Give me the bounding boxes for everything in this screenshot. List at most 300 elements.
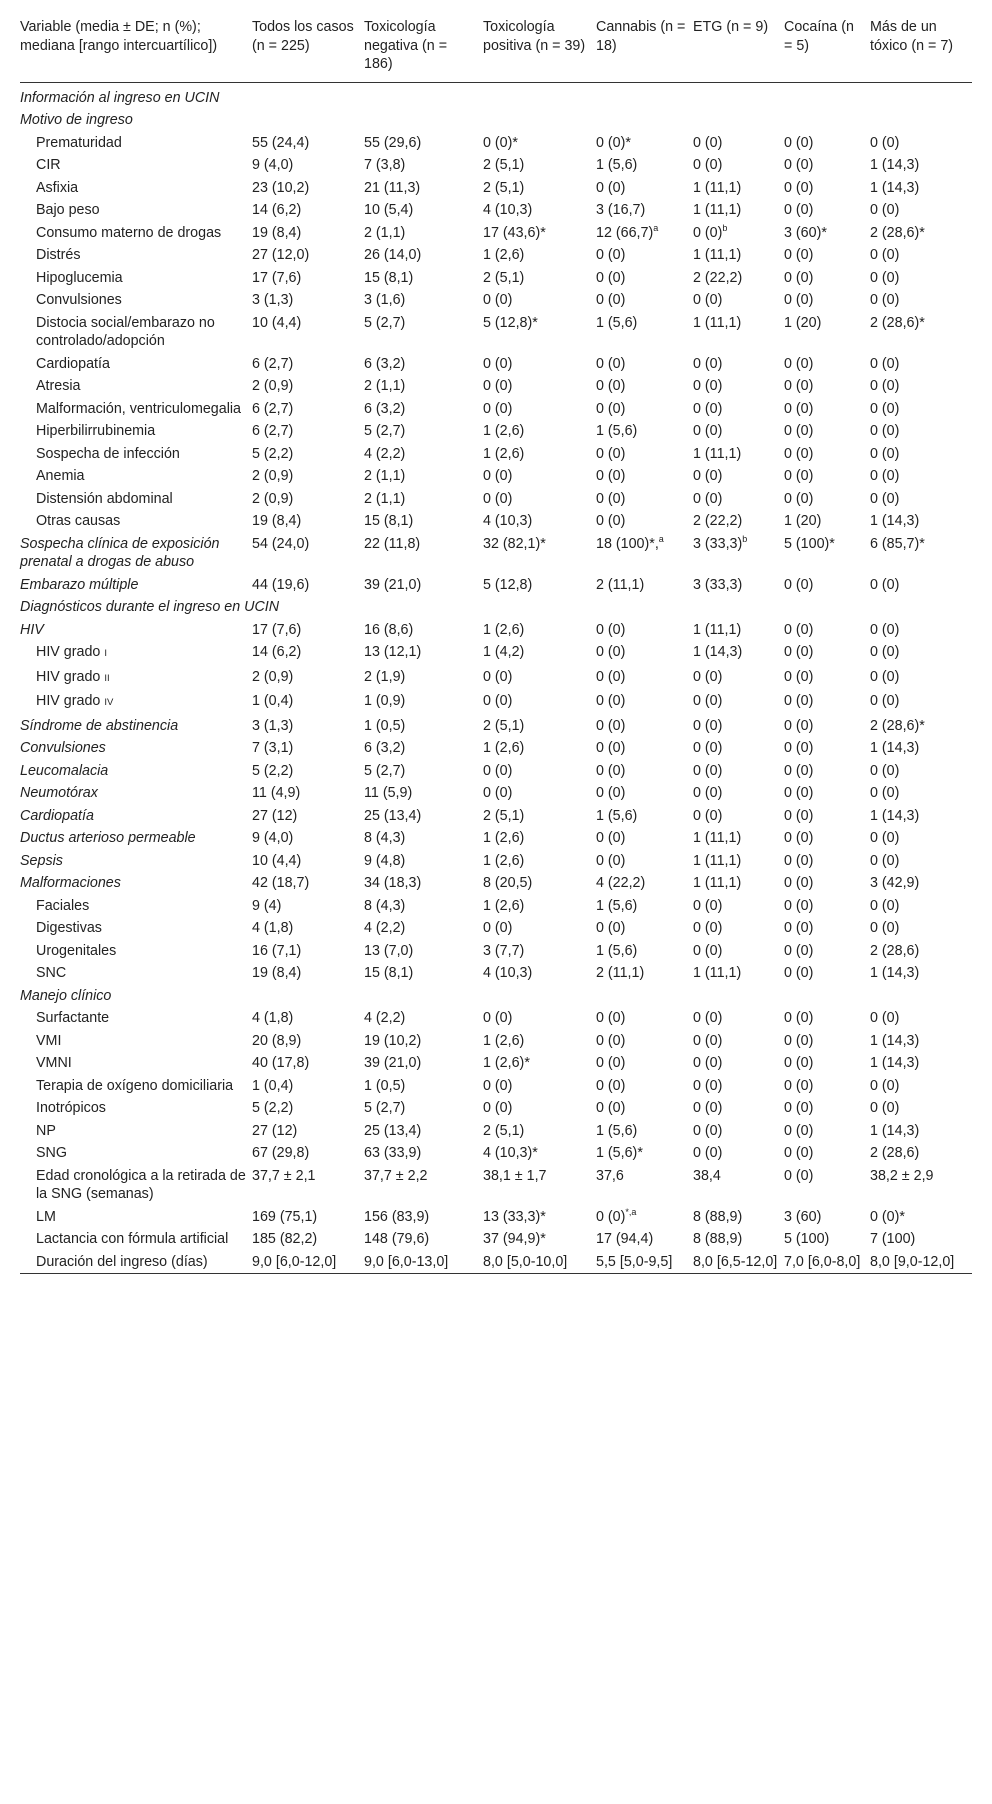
table-cell: 0 (0) bbox=[784, 1055, 814, 1071]
table-cell: 1 (20) bbox=[784, 314, 822, 331]
table-cell: 23 (10,2) bbox=[252, 179, 310, 196]
table-row bbox=[20, 533, 972, 574]
table-cell: 2 (28,6)* bbox=[870, 224, 925, 241]
row-label: Otras causas bbox=[36, 513, 121, 529]
table-cell: 10 (4,4) bbox=[252, 314, 302, 331]
table-cell: 17 (94,4) bbox=[596, 1231, 654, 1247]
table-cell: 1 (2,6) bbox=[483, 247, 525, 263]
grade-numeral: I bbox=[104, 648, 107, 659]
table-row bbox=[20, 199, 972, 222]
table-cell: 19 (8,4) bbox=[252, 513, 302, 529]
table-cell: 5 (2,7) bbox=[364, 1100, 406, 1116]
table-cell: 0 (0) bbox=[483, 668, 513, 685]
table-cell: 2 (28,6) bbox=[870, 1145, 920, 1161]
table-cell: 13 (7,0) bbox=[364, 942, 414, 959]
table-header bbox=[20, 18, 972, 82]
footnote-mark: a bbox=[658, 533, 664, 544]
section-title: Información al ingreso en UCIN bbox=[20, 89, 220, 106]
table-cell: 1 (11,1) bbox=[693, 202, 742, 218]
row-label: HIV bbox=[20, 621, 44, 638]
row-label: Faciales bbox=[36, 897, 90, 914]
row-label: Malformación, ventriculomegalia bbox=[36, 400, 242, 417]
table-cell: 1 (11,1) bbox=[693, 314, 742, 331]
table-cell: 27 (12) bbox=[252, 807, 298, 824]
table-cell: 0 (0) bbox=[784, 830, 814, 846]
table-cell: 0 (0) bbox=[784, 621, 814, 638]
table-row bbox=[20, 827, 972, 850]
table-cell: 0 (0) bbox=[693, 1100, 723, 1116]
table-cell: 1 (14,3) bbox=[870, 157, 920, 173]
table-cell: 0 (0) bbox=[784, 134, 814, 151]
section-title: Diagnósticos durante el ingreso en UCIN bbox=[20, 599, 280, 615]
table-cell: 0 (0) bbox=[483, 490, 513, 507]
table-cell: 1 (5,6) bbox=[596, 1122, 638, 1139]
table-cell: 3 (33,3) bbox=[693, 576, 743, 593]
table-cell: 27 (12,0) bbox=[252, 247, 310, 263]
table-cell: 3 (1,3) bbox=[252, 292, 294, 308]
row-label: HIV grado IV bbox=[36, 693, 114, 709]
table-cell: 13 (33,3)* bbox=[483, 1208, 546, 1225]
table-row bbox=[20, 267, 972, 290]
table-cell: 0 (0) bbox=[784, 807, 814, 824]
table-cell: 7,0 [6,0-8,0] bbox=[784, 1253, 861, 1270]
table-cell: 1 (5,6) bbox=[596, 423, 638, 439]
table-cell: 0 (0) bbox=[596, 644, 626, 660]
table-row bbox=[20, 1007, 972, 1030]
table-cell: 0 (0) bbox=[596, 920, 626, 936]
table-cell: 0 (0) bbox=[693, 400, 723, 417]
table-cell: 8 (4,3) bbox=[364, 897, 406, 914]
table-cell: 2 (5,1) bbox=[483, 1122, 525, 1139]
table-cell: 0 (0) bbox=[784, 668, 814, 685]
table-row bbox=[20, 895, 972, 918]
table-cell: 1 (0,4) bbox=[252, 693, 294, 709]
table-cell: 0 (0) bbox=[870, 355, 900, 372]
table-row bbox=[20, 488, 972, 511]
table-cell: 0 (0) bbox=[596, 1032, 626, 1049]
table-row bbox=[20, 805, 972, 828]
row-label: Prematuridad bbox=[36, 134, 122, 151]
table-cell: 1 (5,6) bbox=[596, 942, 638, 959]
section-title: Motivo de ingreso bbox=[20, 112, 133, 128]
table-cell: 37,7 ± 2,1 bbox=[252, 1167, 316, 1184]
table-row bbox=[20, 1206, 972, 1229]
table-cell: 0 (0) bbox=[483, 292, 513, 308]
table-row bbox=[20, 715, 972, 738]
table-cell: 4 (2,2) bbox=[364, 445, 406, 462]
table-row bbox=[20, 1030, 972, 1053]
table-cell: 16 (8,6) bbox=[364, 621, 414, 638]
table-cell: 2 (22,2) bbox=[693, 269, 743, 286]
table-cell: 9,0 [6,0-13,0] bbox=[364, 1253, 449, 1270]
table-cell: 0 (0) bbox=[596, 179, 626, 196]
table-cell: 1 (2,6) bbox=[483, 1032, 525, 1049]
table-row bbox=[20, 132, 972, 155]
table-cell: 0 (0) bbox=[784, 1010, 814, 1026]
section-row bbox=[20, 596, 972, 619]
table-cell: 37,6 bbox=[596, 1167, 624, 1184]
table-cell: 0 (0) bbox=[784, 897, 814, 914]
table-cell: 1 (11,1) bbox=[693, 875, 742, 891]
table-cell: 1 (2,6) bbox=[483, 852, 525, 869]
table-cell: 1 (14,3) bbox=[870, 807, 920, 824]
table-cell: 0 (0) bbox=[693, 920, 723, 936]
table-cell: 17 (7,6) bbox=[252, 269, 302, 286]
table-cell: 1 (14,3) bbox=[870, 1032, 920, 1049]
header-positive: Toxicología positiva (n = 39) bbox=[483, 19, 586, 54]
table-cell: 0 (0) bbox=[784, 1032, 814, 1049]
table-cell: 4 (10,3)* bbox=[483, 1145, 538, 1161]
table-cell: 10 (5,4) bbox=[364, 202, 414, 218]
table-cell: 0 (0) bbox=[784, 785, 814, 801]
row-label: Hiperbilirrubinemia bbox=[36, 423, 156, 439]
table-row bbox=[20, 872, 972, 895]
table-cell: 0 (0) bbox=[693, 490, 723, 507]
table-cell: 1 (2,6) bbox=[483, 897, 525, 914]
table-row bbox=[20, 1228, 972, 1251]
table-cell: 0 (0) bbox=[784, 157, 814, 173]
row-label: VMI bbox=[36, 1032, 62, 1049]
table-cell: 0 (0) bbox=[870, 693, 900, 709]
row-label: Malformaciones bbox=[20, 875, 121, 891]
table-cell: 0 (0) bbox=[596, 668, 626, 685]
table-cell: 2 (28,6) bbox=[870, 942, 920, 959]
table-cell: 0 (0) bbox=[483, 920, 513, 936]
row-label: Distocia social/embarazo no controlado/adopción bbox=[36, 314, 215, 349]
table-cell: 3 (1,6) bbox=[364, 292, 406, 308]
table-cell: 0 $(0)^{*,a}$ bbox=[596, 1206, 637, 1225]
table-cell: 1 (2,6) bbox=[483, 740, 525, 756]
row-label: HIV grado II bbox=[36, 668, 110, 685]
table-cell: 55 (29,6) bbox=[364, 134, 422, 151]
table-row bbox=[20, 177, 972, 200]
table-row bbox=[20, 1052, 972, 1075]
row-label: VMNI bbox=[36, 1055, 72, 1071]
table-cell: 0 (0)* bbox=[596, 134, 631, 151]
table-cell: 2 (22,2) bbox=[693, 513, 743, 529]
table-cell: 10 (4,4) bbox=[252, 852, 302, 869]
table-cell: 0 (0) bbox=[596, 355, 626, 372]
table-cell: 3 (16,7) bbox=[596, 202, 646, 218]
table-cell: 1 (5,6) bbox=[596, 897, 638, 914]
table-cell: 0 (0) bbox=[870, 400, 900, 417]
row-label: Cardiopatía bbox=[20, 807, 94, 824]
table-cell: 0 (0) bbox=[693, 1010, 723, 1026]
table-cell: 0 (0) bbox=[784, 1167, 814, 1184]
row-label: Anemia bbox=[36, 468, 85, 484]
table-row bbox=[20, 289, 972, 312]
table-cell: 0 (0) bbox=[596, 1010, 626, 1026]
table-cell: 0 (0) bbox=[483, 693, 513, 709]
footnote-mark: a bbox=[653, 222, 659, 233]
table-cell: 0 (0) bbox=[784, 852, 814, 869]
table-cell: 148 (79,6) bbox=[364, 1231, 430, 1247]
row-label: Sospecha de infección bbox=[36, 445, 180, 462]
table-cell: 14 (6,2) bbox=[252, 202, 302, 218]
table-cell: 0 (0)* bbox=[870, 1208, 905, 1225]
table-cell: 0 (0) bbox=[483, 468, 513, 484]
row-label: Sospecha clínica de exposición prenatal a drogas de abuso bbox=[20, 535, 220, 570]
row-label: Leucomalacia bbox=[20, 762, 109, 779]
table-cell: 5 (2,7) bbox=[364, 314, 406, 331]
table-cell: 0 (0) bbox=[693, 897, 723, 914]
table-cell: 0 (0) bbox=[483, 400, 513, 417]
table-row bbox=[20, 510, 972, 533]
table-cell: 0 (0) bbox=[596, 717, 626, 734]
table-cell: 67 (29,8) bbox=[252, 1145, 310, 1161]
table-cell: 0 (0) bbox=[870, 490, 900, 507]
table-cell: 54 (24,0) bbox=[252, 535, 310, 552]
table-cell: 0 (0) bbox=[693, 134, 723, 151]
table-cell: 0 (0) bbox=[870, 202, 900, 218]
footnote-mark: b bbox=[722, 222, 728, 233]
table-cell: 0 (0) bbox=[693, 740, 723, 756]
table-row bbox=[20, 398, 972, 421]
table-cell: 14 (6,2) bbox=[252, 644, 302, 660]
table-cell: 0 (0) bbox=[483, 785, 513, 801]
table-row bbox=[20, 465, 972, 488]
table-cell: 34 (18,3) bbox=[364, 875, 422, 891]
row-label: Convulsiones bbox=[36, 292, 122, 308]
table-cell: 37,7 ± 2,2 bbox=[364, 1167, 428, 1184]
table-cell: 0 (0) bbox=[784, 920, 814, 936]
row-label: Convulsiones bbox=[20, 740, 106, 756]
table-cell: 0 (0) bbox=[693, 355, 723, 372]
table-cell: 13 (12,1) bbox=[364, 644, 422, 660]
footnote-mark: b bbox=[742, 533, 748, 544]
table-cell: 3 (60) bbox=[784, 1208, 822, 1225]
table-cell: 2 (11,1) bbox=[596, 965, 645, 981]
table-cell: 0 (0) bbox=[596, 378, 626, 394]
table-row bbox=[20, 443, 972, 466]
row-label: Urogenitales bbox=[36, 942, 117, 959]
table-cell: 0 (0) bbox=[596, 1055, 626, 1071]
table-cell: 6 (2,7) bbox=[252, 355, 294, 372]
table-cell: 6 (2,7) bbox=[252, 400, 294, 417]
table-cell: 0 (0) bbox=[870, 920, 900, 936]
table-cell: 5,5 [5,0-9,5] bbox=[596, 1253, 673, 1270]
table-cell: 0 (0) bbox=[784, 400, 814, 417]
table-cell: 169 (75,1) bbox=[252, 1208, 318, 1225]
table-cell: 0 (0) bbox=[483, 1077, 513, 1094]
table-cell: 0 (0) bbox=[784, 875, 814, 891]
table-cell: 0 (0) bbox=[870, 1010, 900, 1026]
table-cell: 0 (0) bbox=[784, 1077, 814, 1094]
section-row bbox=[20, 82, 972, 109]
table-cell: 4 (10,3) bbox=[483, 202, 533, 218]
section-row bbox=[20, 985, 972, 1008]
table-cell: 2 (28,6)* bbox=[870, 314, 925, 331]
table-cell: 0 (0) bbox=[596, 621, 626, 638]
table-row bbox=[20, 782, 972, 805]
table-cell: 55 (24,4) bbox=[252, 134, 310, 151]
table-cell: 156 (83,9) bbox=[364, 1208, 430, 1225]
table-cell: 0 (0) bbox=[483, 1010, 513, 1026]
table-cell: 1 (14,3) bbox=[870, 179, 920, 196]
table-cell: 1 (11,1) bbox=[693, 621, 742, 638]
table-cell: 0 (0) bbox=[483, 378, 513, 394]
table-cell: 0 (0) bbox=[870, 1077, 900, 1094]
table-cell: 0 (0) bbox=[693, 693, 723, 709]
table-cell: 15 (8,1) bbox=[364, 513, 414, 529]
table-cell: 1 (0,9) bbox=[364, 693, 406, 709]
table-cell: 38,4 bbox=[693, 1167, 721, 1184]
table-cell: 4 (2,2) bbox=[364, 920, 406, 936]
table-cell: 8 (88,9) bbox=[693, 1231, 743, 1247]
table-cell: 0 (0) bbox=[596, 247, 626, 263]
row-label: Hipoglucemia bbox=[36, 269, 123, 286]
table-cell: 17 (7,6) bbox=[252, 621, 302, 638]
table-cell: 0 (0) bbox=[870, 247, 900, 263]
table-cell: 0 (0) bbox=[693, 717, 723, 734]
table-cell: 0 (0) bbox=[784, 965, 814, 981]
table-cell: 0 (0) bbox=[784, 468, 814, 484]
table-cell: 1 (2,6) bbox=[483, 830, 525, 846]
table-cell: 5 (2,2) bbox=[252, 1100, 294, 1116]
table-cell: 0 (0) bbox=[784, 269, 814, 286]
table-cell: 1 (5,6) bbox=[596, 157, 638, 173]
table-cell: 0 (0) bbox=[870, 897, 900, 914]
row-label: SNG bbox=[36, 1145, 67, 1161]
table-cell: 2 (5,1) bbox=[483, 269, 525, 286]
table-cell: 0 (0) bbox=[870, 785, 900, 801]
table-cell: 1 (2,6) bbox=[483, 445, 525, 462]
table-cell: 0 (0) bbox=[784, 423, 814, 439]
table-row bbox=[20, 353, 972, 376]
table-cell: 1 (11,1) bbox=[693, 247, 742, 263]
table-cell: 4 (2,2) bbox=[364, 1010, 406, 1026]
table-cell: 18 (100)*,$^a$ bbox=[596, 533, 664, 552]
table-cell: 1 (4,2) bbox=[483, 644, 525, 660]
table-cell: 9 (4,8) bbox=[364, 852, 406, 869]
table-cell: 6 (2,7) bbox=[252, 423, 294, 439]
header-etg: ETG (n = 9) bbox=[693, 19, 769, 35]
table-cell: 1 (2,6)* bbox=[483, 1055, 530, 1071]
table-cell: 1 (14,3) bbox=[870, 1122, 920, 1139]
table-body bbox=[20, 82, 972, 1274]
table-cell: 3 (7,7) bbox=[483, 942, 525, 959]
table-cell: 15 (8,1) bbox=[364, 269, 414, 286]
table-cell: 8,0 [5,0-10,0] bbox=[483, 1253, 568, 1270]
table-cell: 6 (3,2) bbox=[364, 355, 406, 372]
table-row bbox=[20, 850, 972, 873]
table-cell: 0 (0) bbox=[870, 762, 900, 779]
table-row bbox=[20, 760, 972, 783]
table-cell: 5 (2,7) bbox=[364, 762, 406, 779]
table-row bbox=[20, 1120, 972, 1143]
table-row bbox=[20, 574, 972, 597]
table-cell: 5 (100)* bbox=[784, 535, 835, 552]
table-cell: 0 (0) bbox=[870, 852, 900, 869]
table-cell: 6 (3,2) bbox=[364, 400, 406, 417]
row-label: Lactancia con fórmula artificial bbox=[36, 1231, 229, 1247]
header-cocaine: Cocaína (n = 5) bbox=[784, 19, 854, 54]
table-row bbox=[20, 737, 972, 760]
table-cell: 6 (85,7)* bbox=[870, 535, 925, 552]
table-cell: 19 (10,2) bbox=[364, 1032, 422, 1049]
section-row bbox=[20, 109, 972, 132]
table-cell: 0 (0) bbox=[784, 576, 814, 593]
table-cell: 0 (0) bbox=[784, 1122, 814, 1139]
row-label: Atresia bbox=[36, 378, 81, 394]
row-label: Distrés bbox=[36, 247, 81, 263]
row-label: Consumo materno de drogas bbox=[36, 224, 222, 241]
header-row bbox=[20, 18, 972, 82]
row-label: Terapia de oxígeno domiciliaria bbox=[36, 1077, 234, 1094]
table-cell: 0 (0) bbox=[596, 269, 626, 286]
table-cell: 0 (0) bbox=[784, 644, 814, 660]
row-label: Cardiopatía bbox=[36, 355, 110, 372]
table-cell: 9,0 [6,0-12,0] bbox=[252, 1253, 337, 1270]
table-cell: 8,0 [9,0-12,0] bbox=[870, 1253, 955, 1270]
table-cell: 0 (0) bbox=[870, 468, 900, 484]
grade-numeral: IV bbox=[104, 697, 114, 708]
table-cell: 11 (5,9) bbox=[364, 785, 413, 801]
table-cell: 32 (82,1)* bbox=[483, 535, 546, 552]
table-cell: 8,0 [6,5-12,0] bbox=[693, 1253, 778, 1270]
table-cell: 0 (0) bbox=[693, 668, 723, 685]
table-cell: 0 (0) bbox=[784, 355, 814, 372]
table-cell: 0 (0) bbox=[784, 202, 814, 218]
table-row bbox=[20, 690, 972, 715]
table-cell: 0 (0) bbox=[596, 740, 626, 756]
table-cell: 2 (1,9) bbox=[364, 668, 406, 685]
table-cell: 0 (0) bbox=[693, 762, 723, 779]
table-cell: 9 (4,0) bbox=[252, 830, 294, 846]
row-label: Edad cronológica a la retirada de la SNG (semanas) bbox=[36, 1167, 246, 1202]
table-cell: 0 (0) bbox=[784, 1145, 814, 1161]
table-cell: 2 (1,1) bbox=[364, 490, 406, 507]
row-label: Ductus arterioso permeable bbox=[20, 830, 196, 846]
row-label: Inotrópicos bbox=[36, 1100, 106, 1116]
table-cell: 2 (28,6)* bbox=[870, 717, 925, 734]
table-cell: 0 (0) bbox=[784, 378, 814, 394]
table-cell: 0 (0) bbox=[693, 292, 723, 308]
table-cell: 4 (10,3) bbox=[483, 965, 533, 981]
table-cell: 2 (1,1) bbox=[364, 224, 406, 241]
table-container bbox=[20, 18, 972, 1274]
table-cell: 2 (0,9) bbox=[252, 668, 294, 685]
table-cell: 1 (14,3) bbox=[870, 740, 920, 756]
table-cell: 2 (1,1) bbox=[364, 378, 406, 394]
table-cell: 5 (100) bbox=[784, 1231, 830, 1247]
row-label: LM bbox=[36, 1208, 56, 1225]
table-cell: 0 (0) bbox=[693, 1055, 723, 1071]
header-multi-toxic: Más de un tóxico (n = 7) bbox=[870, 19, 954, 54]
table-row bbox=[20, 375, 972, 398]
table-cell: 4 (10,3) bbox=[483, 513, 533, 529]
table-cell: 1 (20) bbox=[784, 513, 822, 529]
table-row bbox=[20, 641, 972, 666]
table-row bbox=[20, 666, 972, 691]
header-variable: Variable (media ± DE; n (%); mediana [rango intercuartílico]) bbox=[20, 19, 218, 54]
table-cell: 0 (0) bbox=[693, 807, 723, 824]
table-cell: 63 (33,9) bbox=[364, 1145, 422, 1161]
table-cell: 2 (0,9) bbox=[252, 378, 294, 394]
row-label: Bajo peso bbox=[36, 202, 100, 218]
table-cell: 2 (5,1) bbox=[483, 807, 525, 824]
table-cell: 39 (21,0) bbox=[364, 1055, 422, 1071]
table-row bbox=[20, 619, 972, 642]
table-cell: 2 (0,9) bbox=[252, 468, 294, 484]
table-cell: 27 (12) bbox=[252, 1122, 298, 1139]
row-label: Surfactante bbox=[36, 1010, 110, 1026]
table-cell: 1 (0,5) bbox=[364, 1077, 406, 1094]
table-cell: 0 (0) bbox=[693, 785, 723, 801]
table-cell: 1 (2,6) bbox=[483, 621, 525, 638]
table-cell: 1 (14,3) bbox=[693, 644, 743, 660]
table-cell: 4 (1,8) bbox=[252, 1010, 294, 1026]
